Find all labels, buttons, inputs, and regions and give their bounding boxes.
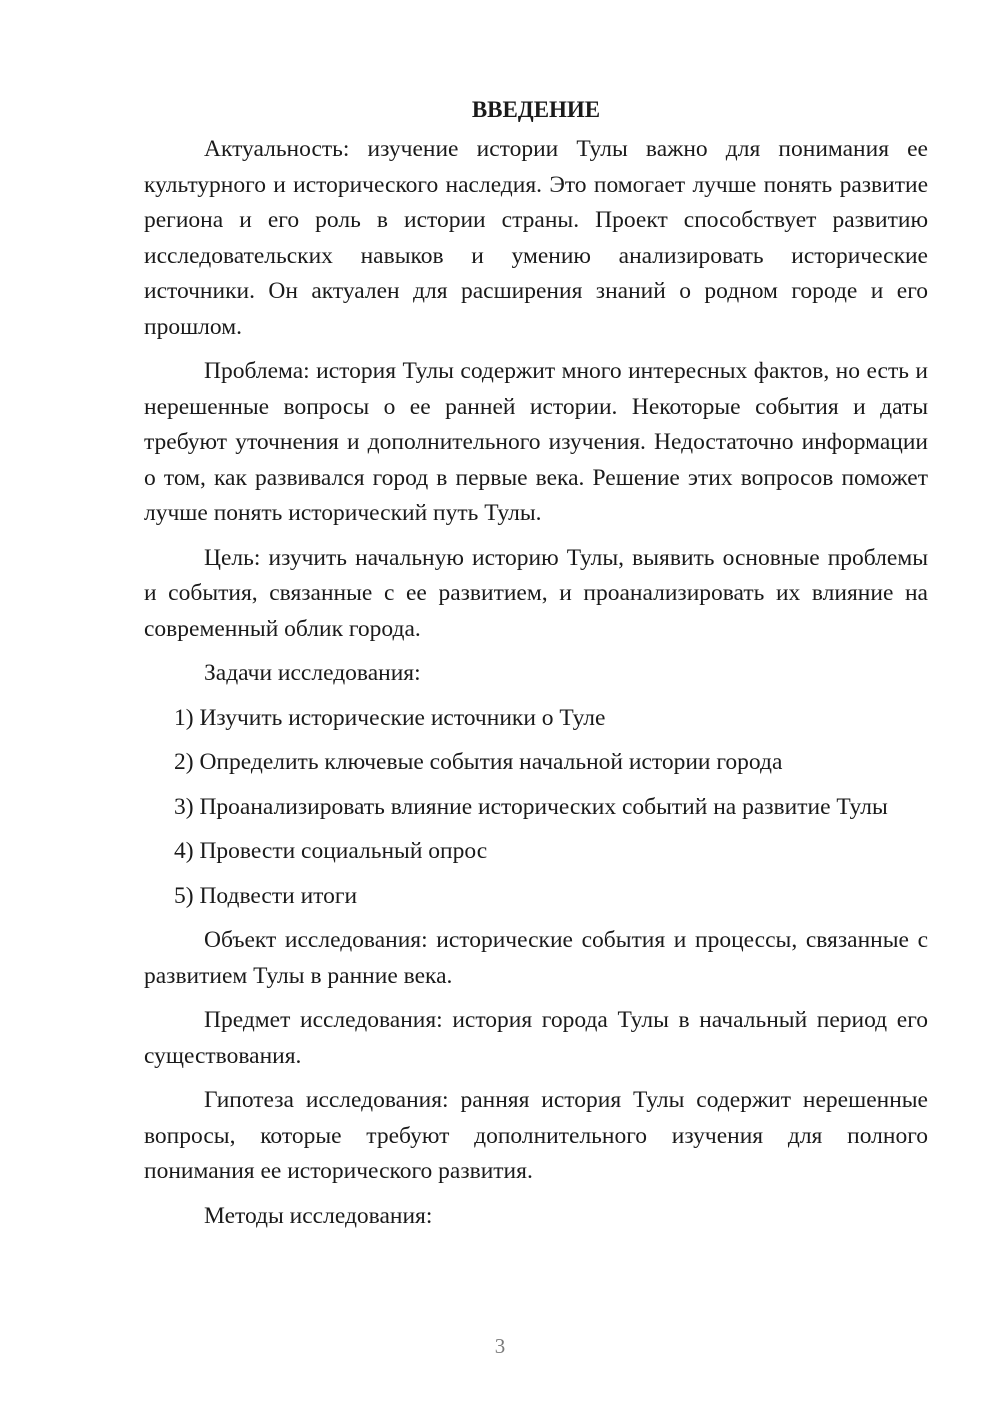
- list-item: 3) Проанализировать влияние исторических событий на развитие Тулы: [174, 793, 888, 820]
- list-item: 4) Провести социальный опрос: [174, 838, 488, 864]
- hypothesis-paragraph: Гипотеза исследования: ранняя история Тулы содержит нерешенные вопросы, которые требуют дополнительного изучения для полного понимания ее исторического развития.: [144, 1087, 928, 1184]
- list-item: 1) Изучить исторические источники о Туле: [174, 704, 606, 731]
- document-page: [144, 92, 928, 1243]
- page-title: ВВЕДЕНИЕ: [471, 97, 601, 122]
- list-item: 5) Подвести итоги: [174, 882, 358, 909]
- relevance-paragraph: Актуальность: изучение истории Тулы важно для понимания ее культурного и исторического наследия. Это помогает лучше понять развитие региона и его роль в истории страны. Проект способствует развитию исследовательских навыков и умению анализировать исторические источники. Он актуален для расширения знаний о родном городе и его прошлом.: [144, 136, 928, 340]
- problem-paragraph: Проблема: история Тулы содержит много интересных фактов, но есть и нерешенные вопросы о ее ранней истории. Некоторые события и даты требуют уточнения и дополнительного изучения. Недостаточно информации о том, как развивался город в первые века. Решение этих вопросов поможет лучше понять исторический путь Тулы.: [144, 358, 928, 526]
- page-number: 3: [494, 1334, 506, 1358]
- goal-paragraph: Цель: изучить начальную историю Тулы, выявить основные проблемы и события, связанные с ее развитием, и проанализировать их влияние на современный облик города.: [144, 544, 928, 642]
- object-paragraph: Объект исследования: исторические события и процессы, связанные с развитием Тулы в ранние века.: [144, 927, 928, 989]
- tasks-title: Задачи исследования:: [204, 660, 421, 686]
- list-item: 2) Определить ключевые события начальной истории города: [174, 749, 783, 775]
- tasks-list: [144, 701, 928, 915]
- subject-paragraph: Предмет исследования: история города Тулы в начальный период его существования.: [144, 1007, 928, 1069]
- methods-title: Методы исследования:: [204, 1202, 433, 1229]
